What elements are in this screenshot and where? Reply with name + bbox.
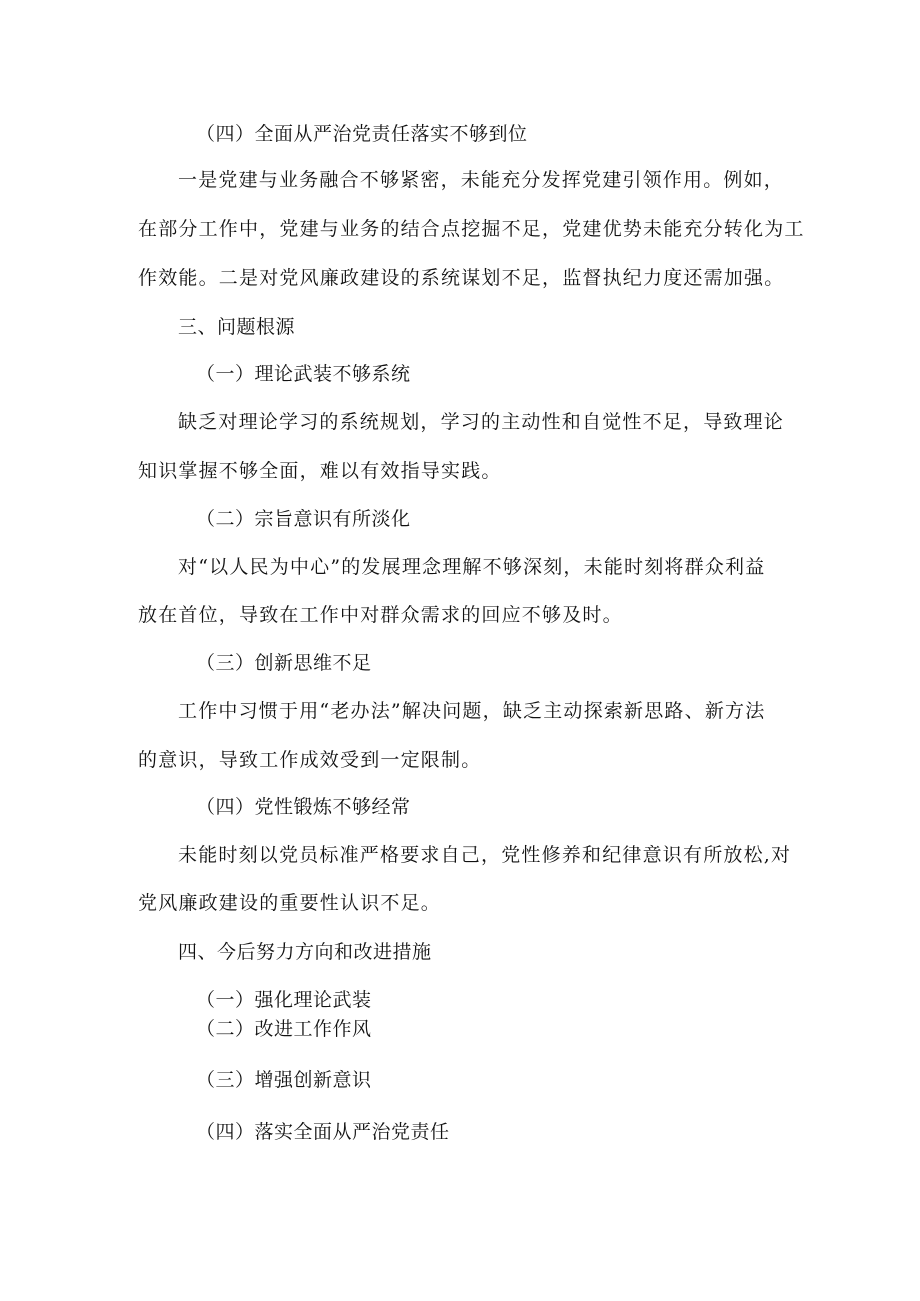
subheading: （一）强化理论武装 xyxy=(196,989,372,1011)
paragraph-line: 工作中习惯于用“老办法”解决问题，缺乏主动探索新思路、新方法 xyxy=(178,700,766,722)
subheading: （四）落实全面从严治党责任 xyxy=(196,1121,450,1143)
paragraph-line: 作效能。二是对党风廉政建设的系统谋划不足，监督执纪力度还需加强。 xyxy=(138,267,785,289)
subheading: （二）改进工作作风 xyxy=(196,1018,372,1040)
subheading: （一）理论武装不够系统 xyxy=(196,363,411,385)
paragraph-line: 缺乏对理论学习的系统规划，学习的主动性和自觉性不足，导致理论 xyxy=(178,411,785,433)
subheading: （四）全面从严治党责任落实不够到位 xyxy=(196,123,528,145)
paragraph-line: 对“以人民为中心”的发展理念理解不够深刻，未能时刻将群众利益 xyxy=(178,556,766,578)
section-heading: 三、问题根源 xyxy=(178,316,296,338)
subheading: （三）增强创新意识 xyxy=(196,1069,372,1091)
paragraph-line: 放在首位，导致在工作中对群众需求的回应不够及时。 xyxy=(138,604,623,626)
paragraph-line: 党风廉政建设的重要性认识不足。 xyxy=(138,892,442,914)
paragraph-line: 在部分工作中，党建与业务的结合点挖掘不足，党建优势未能充分转化为工 xyxy=(138,218,805,240)
paragraph-line: 知识掌握不够全面，难以有效指导实践。 xyxy=(138,460,502,482)
paragraph-line: 的意识，导致工作成效受到一定限制。 xyxy=(138,749,482,771)
paragraph-line: 未能时刻以党员标准严格要求自己，党性修养和纪律意识有所放松,对 xyxy=(178,844,792,866)
subheading: （二）宗旨意识有所淡化 xyxy=(196,508,411,530)
subheading: （四）党性锻炼不够经常 xyxy=(196,796,411,818)
paragraph-line: 一是党建与业务融合不够紧密，未能充分发挥党建引领作用。例如， xyxy=(178,169,785,191)
section-heading: 四、今后努力方向和改进措施 xyxy=(178,941,432,963)
subheading: （三）创新思维不足 xyxy=(196,652,372,674)
